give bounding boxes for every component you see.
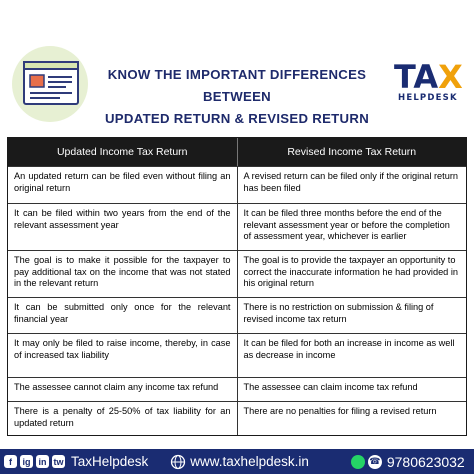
table-cell-revised: A revised return can be filed only if the original return has been filed — [243, 171, 458, 193]
table-header-row — [8, 138, 466, 166]
header — [0, 0, 474, 134]
phone-icon: ☎ — [368, 455, 382, 469]
table-cell-updated: There is a penalty of 25-50% of tax liability for an updated return — [8, 402, 238, 435]
document-form-icon — [10, 44, 90, 124]
logo-subtext: HELPDESK — [398, 93, 458, 103]
table-cell-revised: There is no restriction on submission & filing of revised income tax return — [243, 302, 434, 324]
table-cell-revised: It can be filed for both an increase in income as well as decrease in income — [243, 338, 455, 360]
page-title — [92, 64, 382, 130]
table-row — [8, 377, 466, 401]
logo-wordmark — [394, 60, 463, 94]
table-row — [8, 250, 466, 297]
twitter-icon[interactable]: tw — [53, 456, 64, 467]
table-cell-updated: It can be submitted only once for the relevant financial year — [8, 298, 238, 333]
facebook-icon[interactable]: f — [4, 455, 17, 468]
globe-icon — [170, 454, 186, 470]
table-cell-updated: The assessee cannot claim any income tax refund — [8, 378, 238, 401]
social-handle: TaxHelpdesk — [71, 454, 149, 469]
table-cell-revised: It can be filed three months before the end of the relevant assessment year or before the completion of assessment year, whichever is earlier — [243, 208, 450, 242]
table-cell-revised: The assessee can claim income tax refund — [243, 382, 418, 392]
brand-logo — [390, 60, 470, 110]
table-row — [8, 401, 466, 435]
title-line-2: UPDATED RETURN & REVISED RETURN — [104, 111, 370, 126]
table-cell-updated: The goal is to make it possible for the taxpayer to pay additional tax on the income that was not stated in the relevant return — [8, 251, 238, 297]
footer-bar — [0, 449, 474, 474]
social-icons — [4, 455, 65, 468]
table-cell-updated: An updated return can be filed even without filing an original return — [8, 167, 238, 203]
comparison-table — [7, 137, 467, 436]
logo-wordmark-x: X — [438, 58, 463, 96]
website-link[interactable]: www.taxhelpdesk.in — [190, 454, 309, 469]
linkedin-icon[interactable]: in — [36, 455, 49, 468]
table-cell-updated: It can be filed within two years from the end of the relevant assessment year — [8, 204, 238, 250]
logo-wordmark-ta: TA — [394, 58, 439, 96]
table-cell-revised: The goal is to provide the taxpayer an opportunity to correct the inaccurate information he had provided in his original return — [243, 255, 458, 289]
table-row — [8, 297, 466, 333]
column-header-revised: Revised Income Tax Return — [238, 138, 467, 166]
title-line-1: KNOW THE IMPORTANT DIFFERENCES BETWEEN — [107, 67, 367, 104]
table-row — [8, 203, 466, 250]
phone-number[interactable]: 9780623032 — [386, 453, 465, 470]
table-row — [8, 333, 466, 377]
whatsapp-icon — [351, 455, 365, 469]
table-cell-updated: It may only be filed to raise income, thereby, in case of increased tax liability — [8, 334, 238, 377]
column-header-updated: Updated Income Tax Return — [8, 138, 238, 166]
instagram-icon[interactable]: ig — [20, 455, 33, 468]
table-row — [8, 166, 466, 203]
table-cell-revised: There are no penalties for filing a revised return — [243, 406, 437, 416]
